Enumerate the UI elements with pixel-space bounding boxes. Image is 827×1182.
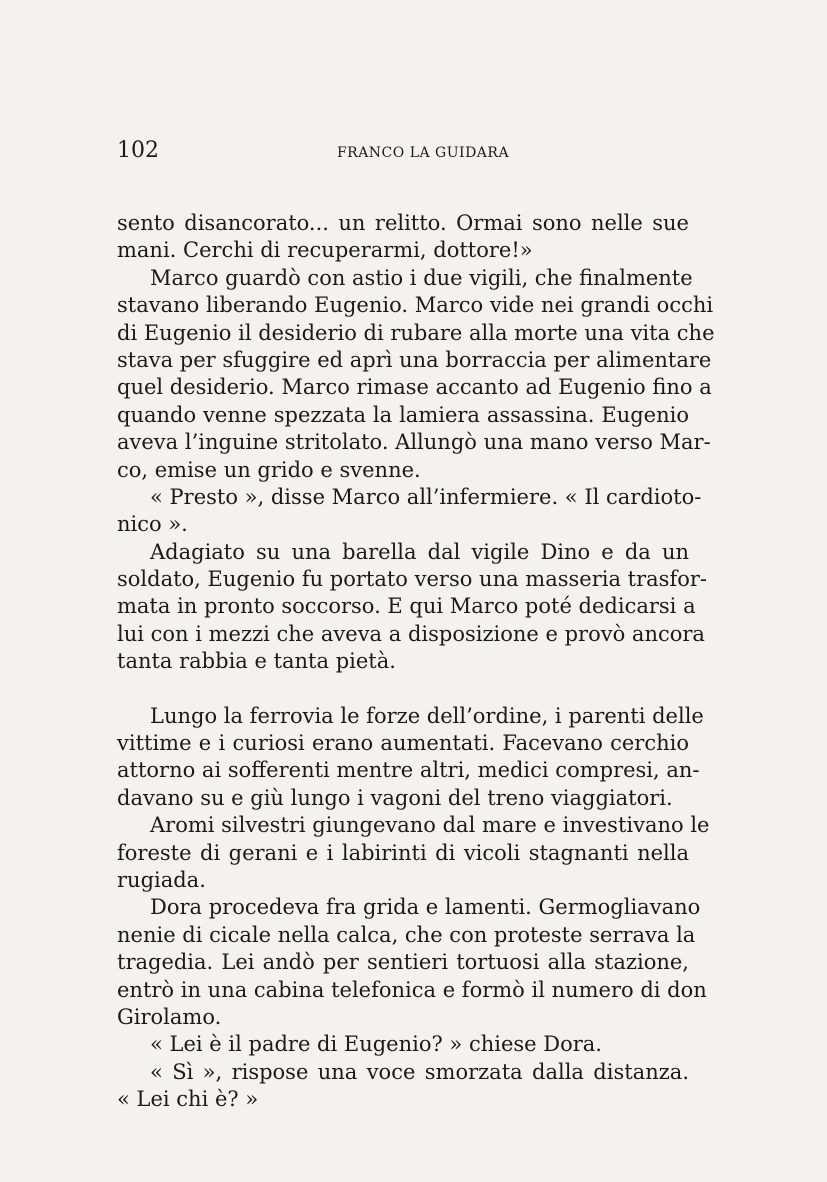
text-line: rugiada. bbox=[117, 867, 206, 892]
text-line: davano su e giù lungo i vagoni del treno viaggiatori. bbox=[117, 785, 673, 810]
text-line: soldato, Eugenio fu portato verso una masseria trasfor- bbox=[117, 567, 707, 592]
text-line: mani. Cerchi di recuperarmi, dottore!» bbox=[117, 238, 533, 263]
text-line: stavano liberando Eugenio. Marco vide nei grandi occhi bbox=[117, 293, 714, 318]
running-head: FRANCO LA GUIDARA bbox=[336, 145, 510, 161]
paragraph bbox=[117, 210, 689, 265]
text-line: « Sì », rispose una voce smorzata dalla distanza. bbox=[150, 1059, 689, 1084]
text-line: « Lei è il padre di Eugenio? » chiese Dora. bbox=[150, 1032, 602, 1057]
paragraph bbox=[117, 703, 704, 813]
paragraph bbox=[117, 812, 710, 894]
section-break bbox=[117, 676, 689, 703]
page-number: 102 bbox=[117, 138, 159, 163]
paragraph bbox=[117, 539, 707, 676]
paragraph bbox=[117, 894, 707, 1031]
text-line: mata in pronto soccorso. E qui Marco poté dedicarsi a bbox=[117, 594, 696, 619]
text-line: co, emise un grido e svenne. bbox=[117, 457, 421, 482]
text-line: foreste di gerani e i labirinti di vicoli stagnanti nella bbox=[117, 840, 689, 865]
text-line: Lungo la ferrovia le forze dell’ordine, i parenti delle bbox=[150, 703, 704, 728]
paragraph bbox=[117, 1031, 689, 1058]
text-line: quando venne spezzata la lamiera assassina. Eugenio bbox=[117, 402, 689, 427]
text-line: nico ». bbox=[117, 512, 188, 537]
text-line: « Presto », disse Marco all’infermiere. « Il cardioto- bbox=[150, 484, 702, 509]
paragraph bbox=[117, 1059, 689, 1114]
text-line: attorno ai sofferenti mentre altri, medici compresi, an- bbox=[117, 758, 700, 783]
text-line: lui con i mezzi che aveva a disposizione e provò ancora bbox=[117, 621, 705, 646]
text-line: tanta rabbia e tanta pietà. bbox=[117, 649, 396, 674]
body-text bbox=[117, 210, 715, 1114]
text-line: entrò in una cabina telefonica e formò il numero di don bbox=[117, 977, 707, 1002]
page-header bbox=[117, 136, 689, 166]
text-line: stava per sfuggire ed aprì una borraccia per alimentare bbox=[117, 347, 712, 372]
text-line: vittime e i curiosi erano aumentati. Facevano cerchio bbox=[117, 731, 689, 756]
text-line: Aromi silvestri giungevano dal mare e investivano le bbox=[150, 813, 710, 838]
paragraph bbox=[117, 484, 702, 539]
text-line: tragedia. Lei andò per sentieri tortuosi alla stazione, bbox=[117, 950, 689, 975]
text-line: nenie di cicale nella calca, che con proteste serrava la bbox=[117, 922, 696, 947]
paragraph bbox=[117, 265, 715, 484]
text-line: quel desiderio. Marco rimase accanto ad Eugenio fino a bbox=[117, 375, 712, 400]
text-line: sento disancorato... un relitto. Ormai sono nelle sue bbox=[117, 211, 689, 235]
text-line: « Lei chi è? » bbox=[117, 1087, 259, 1112]
text-line: di Eugenio il desiderio di rubare alla morte una vita che bbox=[117, 320, 715, 345]
text-line: Adagiato su una barella dal vigile Dino e da un bbox=[150, 539, 689, 564]
text-line: Marco guardò con astio i due vigili, che finalmente bbox=[150, 265, 693, 290]
text-line: Dora procedeva fra grida e lamenti. Germogliavano bbox=[150, 895, 701, 920]
text-line: aveva l’inguine stritolato. Allungò una mano verso Mar- bbox=[117, 430, 711, 455]
text-line: Girolamo. bbox=[117, 1004, 222, 1029]
